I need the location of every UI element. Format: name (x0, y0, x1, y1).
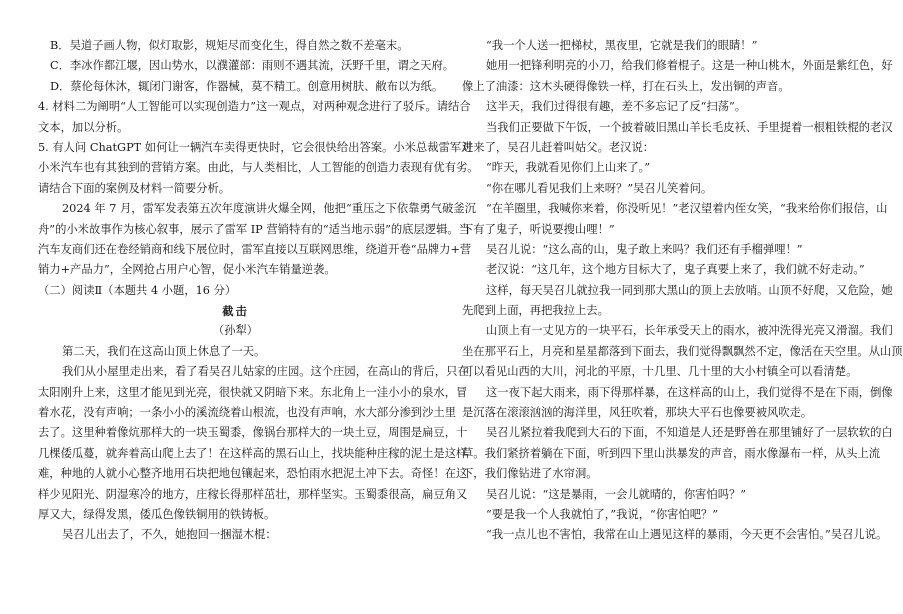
left-text-line: B．吴道子画人物，似灯取影，规矩尽而变化生，得自然之数不差毫末。 (50, 39, 409, 52)
right-text-line: “昨天，我就看见你们上山来了。” (486, 161, 651, 175)
left-column (38, 36, 479, 546)
left-text-line: 请结合下面的案例及材料一简要分析。 (38, 181, 231, 195)
left-text-line: 小米汽车也有其独到的营销方案。由此，与人类相比，人工智能的创造力表现有优有劣。 (38, 161, 479, 175)
left-text-line: 我们从小屋里走出来，看了看吴召儿姑家的庄园。这个庄园，在高山的背后，只在 (62, 365, 469, 379)
right-text-line: “你在哪儿看见我们上来呀？”吴召儿笑着问。 (486, 181, 713, 195)
right-text-line: “我一点儿也不害怕，我常在山上遇见这样的暴雨，今天更不会害怕。”吴召儿说。 (486, 528, 888, 542)
right-text-line: 是沉落在滚滚汹汹的海洋里，风狂吹着，那块大平石也像要被风吹走。 (462, 406, 813, 420)
left-text-line: （二）阅读Ⅱ（本题共 4 小题，16 分） (38, 283, 237, 297)
left-text-line: 吴召儿出去了，不久，她抱回一捆湿木棍： (62, 528, 277, 542)
right-text-line: 这半天，我们过得很有趣，差不多忘记了反“扫荡”。 (486, 100, 747, 114)
left-text-line: 汽车友商们还在卷经销商和线下展位时，雷军直接以互联网思维，绕道开卷“品牌力+营 (38, 242, 472, 256)
right-text-line: 她用一把锋利明亮的小刀，给我们修着棍子。这是一种山桃木，外面是紫红色，好 (486, 59, 893, 73)
right-text-line: “我一个人送一把梯杖，黑夜里，它就是我们的眼睛！” (486, 39, 758, 52)
left-text-line: 太阳刚升上来，这里才能见到光亮，很快就又阴暗下来。东北角上一洼小小的泉水，冒 (38, 385, 468, 399)
left-text-line: 厚又大，绿得发黑，倭瓜色像铁铜用的铁铸板。 (38, 507, 276, 521)
left-text-line: 去了。这里种着像炕那样大的一块玉蜀黍，像锅台那样大的一块土豆，周围是扁豆，十 (38, 426, 468, 440)
right-text-line: 进来了，吴召儿赶着叫姑父。老汉说： (462, 140, 655, 154)
right-text-line: 下，我们像钻进了水帘洞。 (462, 467, 598, 481)
right-text-line: 像上了油漆：这木头硬得像铁一样，打在石头上，发出铜的声音。 (462, 79, 790, 93)
right-text-line: 可以看见山西的大川，河北的平原，十几里、几十里的大小村镇全可以看清楚。 (462, 365, 858, 379)
left-text-line: 5. 有人问 ChatGPT 如何让一辆汽车卖得更快时，它会很快给出答案。小米总裁雷军对 (38, 140, 473, 154)
left-text-line: 几棵倭瓜蔓，就奔着高山爬上去了！在这样高的黑石山上，找块能种庄稼的泥土是这样 (38, 446, 468, 460)
right-text-line: 老汉说：“这几年，这个地方目标大了，鬼子真要上来了，我们就不好走动。” (486, 263, 865, 277)
left-text-line: （孙犁） (212, 324, 259, 338)
left-text-line: 2024 年 7 月，雷军发表第五次年度演讲火爆全网，他把“重压之下依靠勇气破釜沉 (62, 202, 476, 216)
right-column (462, 36, 903, 546)
left-text-line: C．李冰作都江堰，因山势水，以濮灌部：雨则不遇其流，沃野千里，谓之天府。 (50, 59, 455, 73)
left-text-line: 4. 材料二为阐明“人工智能可以实现创造力”这一观点，对两种观念进行了驳斥。请结合 (38, 100, 471, 114)
left-text-line: 截击 (222, 304, 249, 319)
left-text-line: D．蔡伦每休沐，辄闭门谢客，作器械，莫不精工。创意用树肤、敝布以为纸。 (50, 79, 444, 93)
right-text-line: 草。我们紧挤着躺在下面，听到四下里山洪暴发的声音，雨水像瀑布一样，从头上流 (462, 446, 880, 460)
right-text-line: “要是我一个人我就怕了，”我说，“你害怕吧？” (486, 507, 719, 521)
right-text-line: 当我们正要做下午饭，一个披着破旧黑山羊长毛皮袄、手里提着一根粗铁棍的老汉 (486, 120, 893, 134)
right-text-line: 吴召儿说：“这么高的山，鬼子敢上来吗？我们还有手榴弹哩！” (486, 242, 803, 256)
right-text-line: 这一夜下起大雨来，雨下得那样暴，在这样高的山上，我们觉得不是在下雨，倒像 (486, 385, 893, 399)
left-text-line: 销力+产品力”，全网抢占用户心智，促小米汽车销量逆袭。 (38, 263, 336, 277)
left-text-line: 着水花，没有声响；一条小小的溪流绕着山根流，也没有声响，水大部分渗到沙土里 (38, 406, 456, 420)
right-text-line: 这样，每天吴召儿就拉我一同到那大黑山的顶上去放哨。山顶不好爬，又危险，她 (486, 283, 893, 297)
left-text-line: 样少见阳光、阴湿寒冷的地方，庄稼长得那样茁壮，那样坚实。玉蜀黍很高，扁豆角又 (38, 487, 468, 501)
right-text-line: 吴召儿说：“这是暴雨，一会儿就晴的，你害怕吗？” (486, 487, 747, 501)
right-text-line: “在羊圈里，我喊你来着，你没听见！”老汉望着内侄女笑，“我来给你们报信，山 (486, 202, 888, 216)
right-text-line: 山顶上有一丈见方的一块平石，长年承受天上的雨水，被冲洗得光亮又滑溜。我们 (486, 324, 893, 338)
right-text-line: 坐在那平石上，月亮和星星都落到下面去，我们觉得飘飘然不定，像活在天空里。从山顶 (462, 344, 903, 358)
right-text-line: 先爬到上面，再把我拉上去。 (462, 304, 609, 318)
left-text-line: 舟”的小米故事作为核心叙事，展示了雷军 IP 营销特有的“适当地示弱”的底层逻辑。当 (38, 222, 470, 236)
left-text-line: 难，种地的人就小心整齐地用石块把地包镶起来，恐怕雨水把泥土冲下去。奇怪！在这 (38, 467, 468, 481)
left-text-line: 文本，加以分析。 (38, 120, 129, 134)
right-text-line: 下有了鬼子，听说要搜山哩！” (462, 222, 615, 236)
left-text-line: 第二天，我们在这高山顶上休息了一天。 (62, 344, 266, 358)
right-text-line: 吴召儿紧拉着我爬到大石的下面，不知道是人还是野兽在那里铺好了一层软软的白 (486, 426, 893, 440)
